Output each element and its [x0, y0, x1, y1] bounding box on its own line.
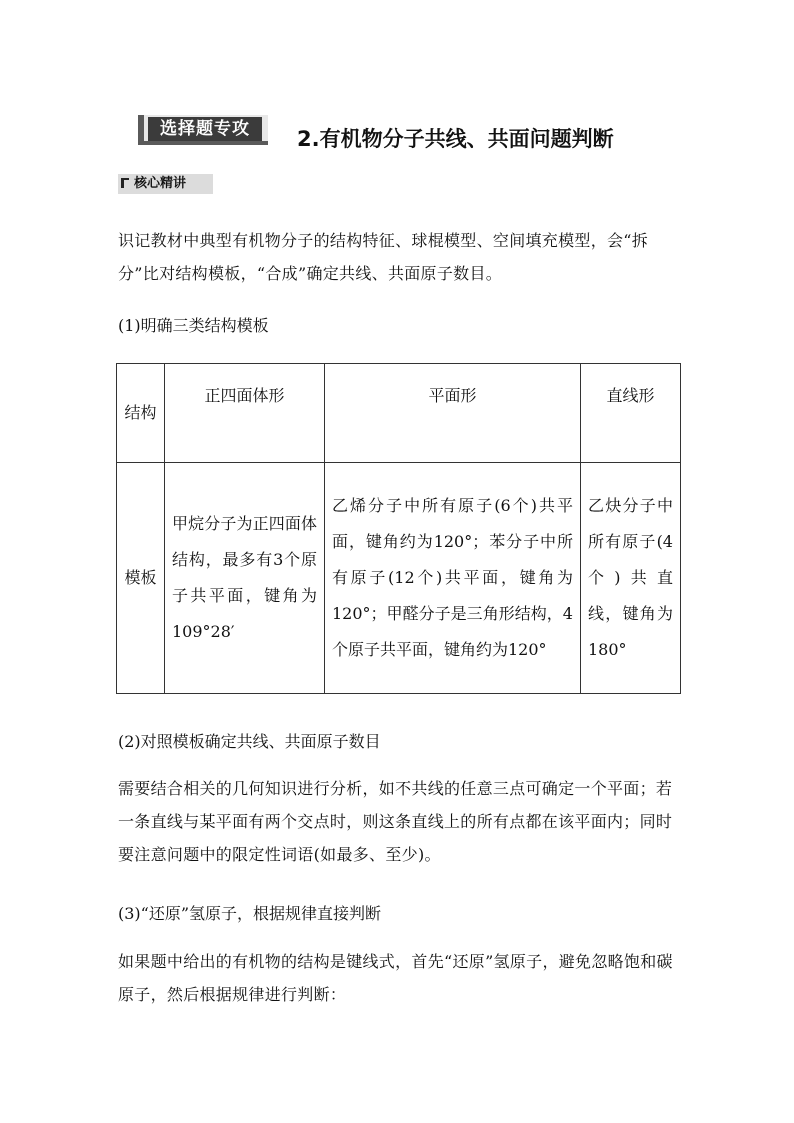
header-cell-structure: 结构 [117, 364, 165, 463]
section-label: 核心精讲 [134, 176, 187, 191]
intro-paragraph: 识记教材中典型有机物分子的结构特征、球棍模型、空间填充模型，会“拆分”比对结构模板，“合成”确定共线、共面原子数目。 [118, 231, 649, 283]
table-row [117, 463, 681, 694]
section-header [118, 174, 213, 194]
header-cell-tetrahedral: 正四面体形 [165, 364, 325, 463]
table-header-row [117, 364, 681, 463]
cell-tetrahedral: 甲烷分子为正四面体结构，最多有3个原子共平面，键角为109°28′ [165, 463, 325, 694]
cell-linear: 乙炔分子中所有原子(4个)共直线，键角为180° [581, 463, 681, 694]
header-cell-linear: 直线形 [581, 364, 681, 463]
bookmark-icon [121, 178, 129, 188]
part3-heading: (3)“还原”氢原子，根据规律直接判断 [118, 904, 382, 923]
part3-paragraph: 如果题中给出的有机物的结构是键线式，首先“还原”氢原子，避免忽略饱和碳原子，然后根据规律进行判断： [118, 952, 673, 1004]
topic-badge [138, 115, 268, 145]
header-cell-planar: 平面形 [325, 364, 581, 463]
part1-heading: (1)明确三类结构模板 [118, 316, 269, 335]
part2-paragraph: 需要结合相关的几何知识进行分析，如不共线的任意三点可确定一个平面；若一条直线与某平面有两个交点时，则这条直线上的所有点都在该平面内；同时要注意问题中的限定性词语(如最多、至少)。 [118, 779, 673, 864]
structure-template-table [116, 363, 681, 694]
part2-heading: (2)对照模板确定共线、共面原子数目 [118, 732, 381, 751]
topic-badge-label: 选择题专攻 [148, 117, 262, 141]
row-label-template: 模板 [117, 463, 165, 694]
cell-planar: 乙烯分子中所有原子(6个)共平面，键角约为120°；苯分子中所有原子(12个)共平面，键角为120°；甲醛分子是三角形结构，4个原子共平面，键角约为120° [325, 463, 581, 694]
page-title: 2.有机物分子共线、共面问题判断 [297, 127, 614, 151]
